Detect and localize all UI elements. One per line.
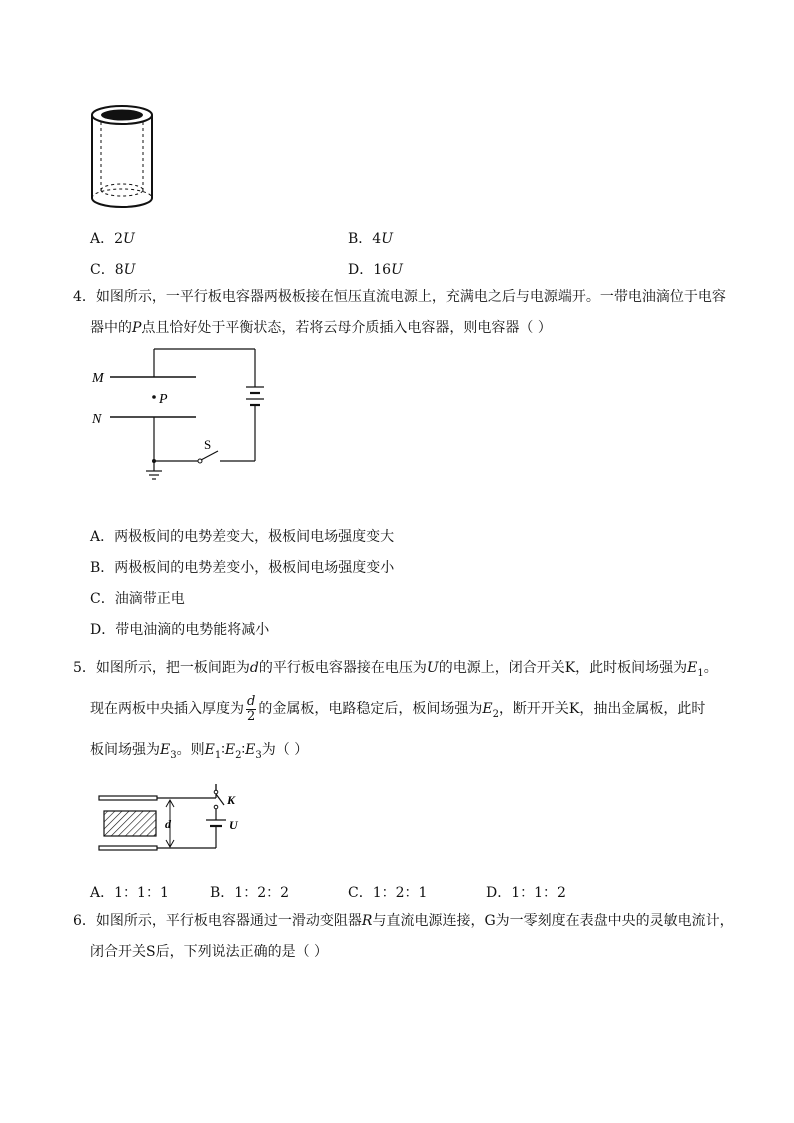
q5-option-b: B．1：2：2 [210, 885, 290, 901]
q5-stem-line3: 板间场强为$E_3$。则$E_1∶E_2∶E_3$为（ ） [90, 742, 309, 761]
q4-option-c: C．油滴带正电 [90, 591, 185, 607]
label-k: K [227, 793, 236, 807]
q5-option-c: C．1：2：1 [348, 885, 428, 901]
label-n: N [92, 412, 102, 427]
q6-stem-line2: 闭合开关S后，下列说法正确的是（ ） [90, 944, 329, 960]
label-m: M [92, 371, 104, 386]
q5-option-d: D．1：1：2 [486, 885, 566, 901]
q4-option-d: D．带电油滴的电势能将减小 [90, 622, 270, 638]
q4-stem-line1: 4．如图所示，一平行板电容器两极板接在恒压直流电源上，充满电之后与电源端开。一带电油滴位于电容 [73, 289, 726, 305]
q3-option-c: C．8U [90, 262, 136, 278]
label-p: P [159, 392, 168, 407]
q3-option-b: B．4U [348, 231, 394, 247]
q3-option-a: A．2U [90, 231, 135, 247]
q6-stem-line1: 6．如图所示，平行板电容器通过一滑动变阻器R与直流电源连接，G为一零刻度在表盘中央的灵敏电流计， [73, 913, 734, 929]
label-u: U [229, 818, 238, 832]
label-s: S [204, 437, 212, 452]
q5-stem-line1: 5．如图所示，把一板间距为d的平行板电容器接在电压为U的电源上，闭合开关K，此时板间场强为$E_1$。 [73, 660, 718, 679]
q4-option-b: B．两极板间的电势差变小，极板间电场强度变小 [90, 560, 395, 576]
label-d: d [165, 817, 171, 831]
fraction-d-over-2: $\frac{d}{2}$ [247, 693, 256, 724]
q4-stem-line2: 器中的P点且恰好处于平衡状态，若将云母介质插入电容器，则电容器（ ） [90, 320, 552, 336]
q4-circuit-figure [88, 345, 278, 490]
q5-option-a: A．1：1：1 [90, 885, 169, 901]
cylinder-figure [85, 100, 165, 215]
q5-stem-line2: 现在两板中央插入厚度为 $\frac{d}{2}$ 的金属板，电路稳定后，板间场强为$E_2$，断开开关K，抽出金属板，此时 [90, 693, 706, 724]
q5-circuit-figure [96, 780, 246, 870]
q3-option-d: D．16U [348, 262, 403, 278]
q4-option-a: A．两极板间的电势差变大，极板间电场强度变大 [90, 529, 395, 545]
